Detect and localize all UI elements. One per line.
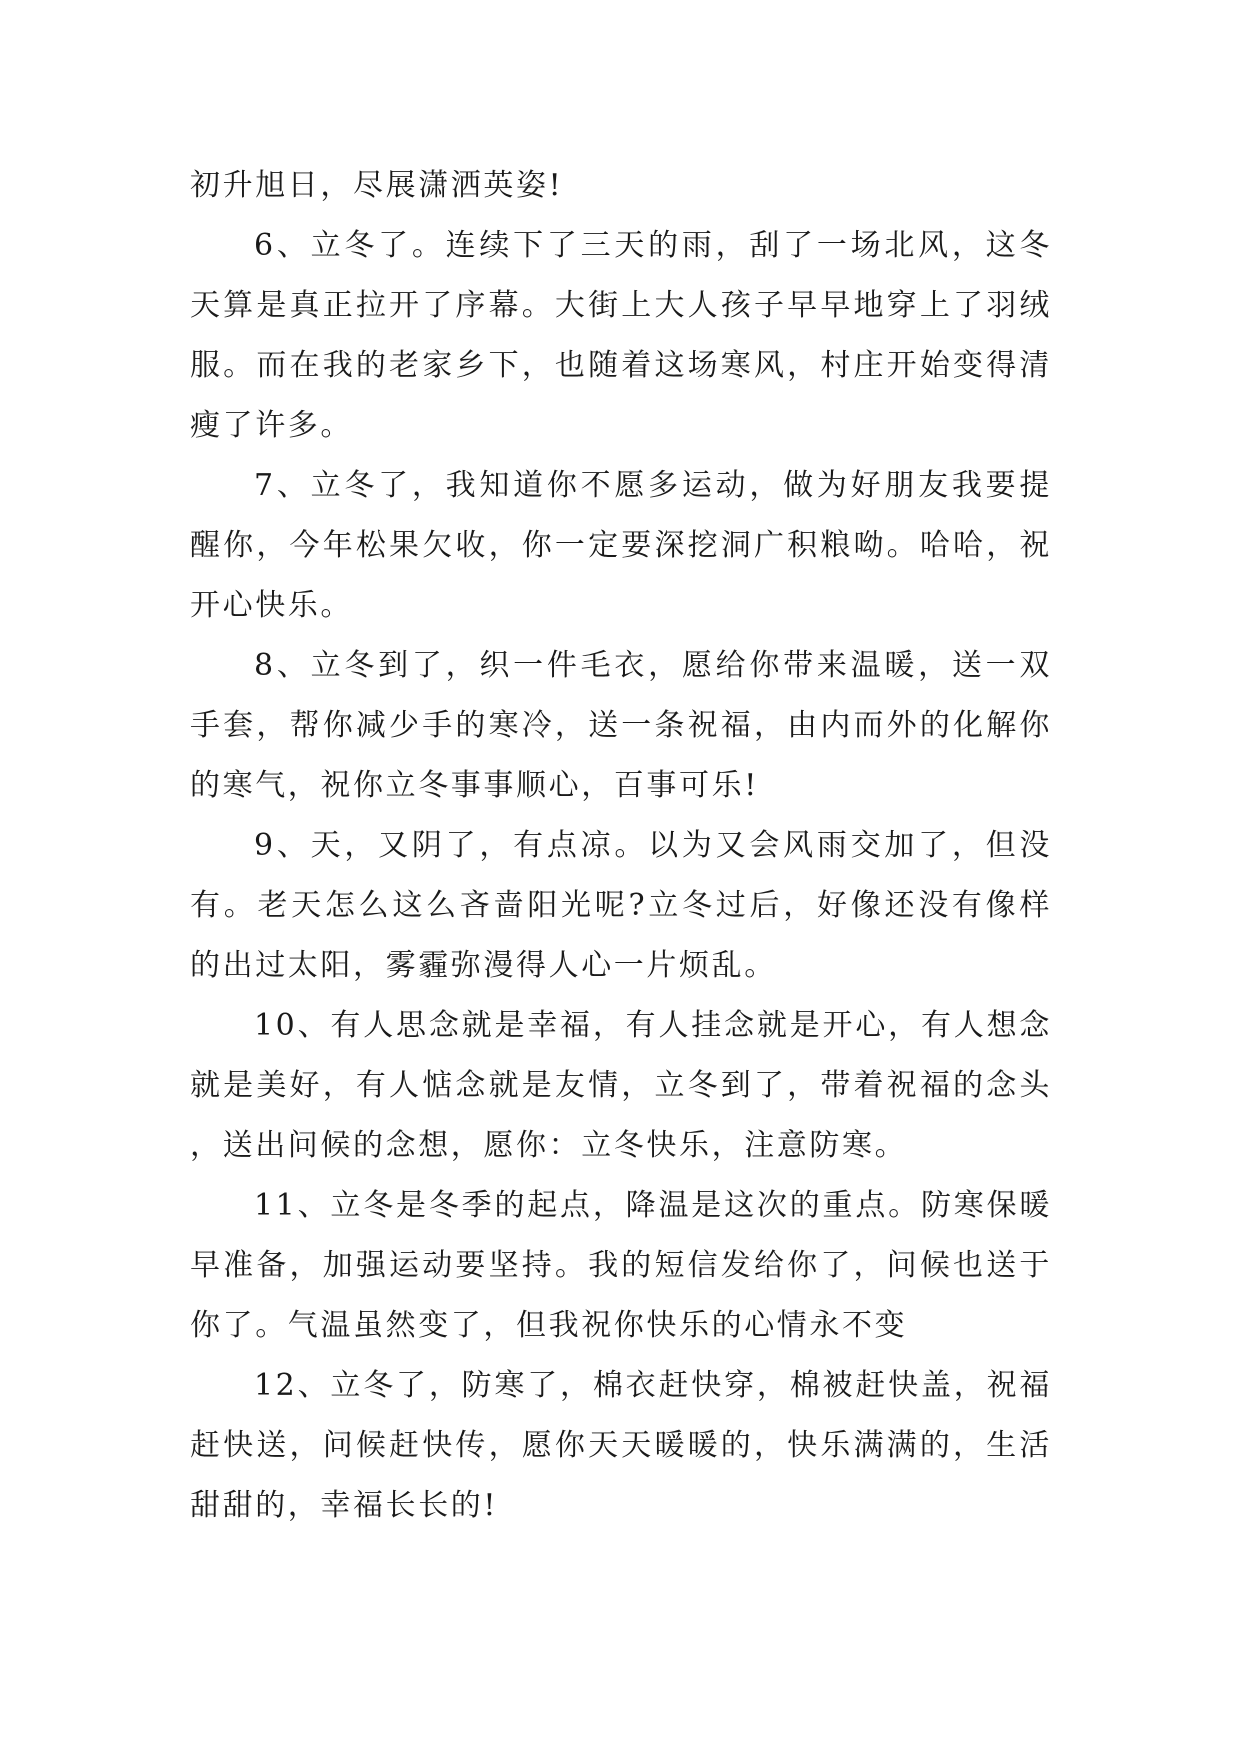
paragraph-11: 11、立冬是冬季的起点，降温是这次的重点。防寒保暖早准备，加强运动要坚持。我的短信发给你了，问候也送于你了。气温虽然变了，但我祝你快乐的心情永不变 — [190, 1188, 1052, 1343]
document-body — [190, 156, 1052, 1536]
paragraph-10: 10、有人思念就是幸福，有人挂念就是开心，有人想念就是美好，有人惦念就是友情，立冬到了，带着祝福的念头，送出问候的念想，愿你：立冬快乐，注意防寒。 — [190, 1008, 1052, 1163]
paragraph-8: 8、立冬到了，织一件毛衣，愿给你带来温暖，送一双手套，帮你减少手的寒冷，送一条祝福，由内而外的化解你的寒气，祝你立冬事事顺心，百事可乐! — [190, 648, 1052, 803]
paragraph-6: 6、立冬了。连续下了三天的雨，刮了一场北风，这冬天算是真正拉开了序幕。大街上大人孩子早早地穿上了羽绒服。而在我的老家乡下，也随着这场寒风，村庄开始变得清瘦了许多。 — [190, 228, 1052, 443]
paragraph-7: 7、立冬了，我知道你不愿多运动，做为好朋友我要提醒你，今年松果欠收，你一定要深挖洞广积粮呦。哈哈，祝开心快乐。 — [190, 468, 1052, 623]
paragraph-12: 12、立冬了，防寒了，棉衣赶快穿，棉被赶快盖，祝福赶快送，问候赶快传，愿你天天暖暖的，快乐满满的，生活甜甜的，幸福长长的! — [190, 1368, 1052, 1523]
paragraph-continued: 初升旭日，尽展潇洒英姿! — [190, 168, 564, 203]
paragraph-9: 9、天，又阴了，有点凉。以为又会风雨交加了，但没有。老天怎么这么吝啬阳光呢?立冬过后，好像还没有像样的出过太阳，雾霾弥漫得人心一片烦乱。 — [190, 828, 1052, 983]
